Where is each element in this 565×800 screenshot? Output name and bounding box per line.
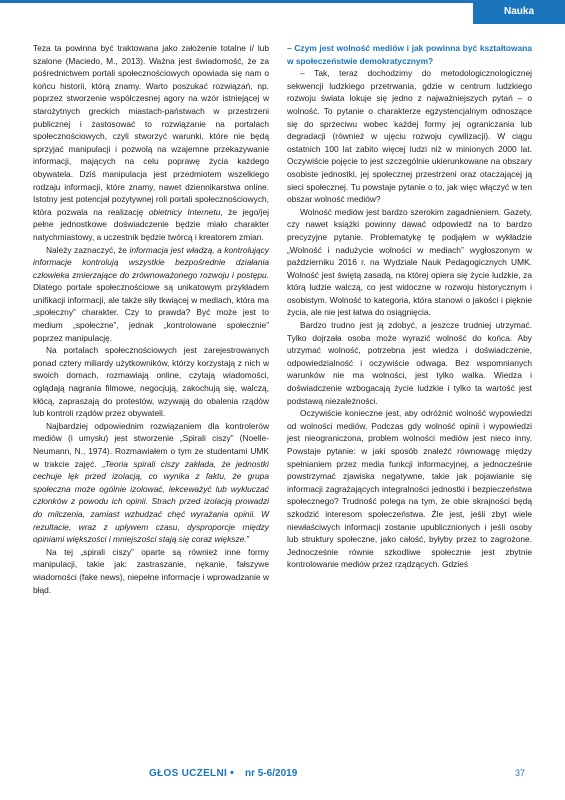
page-footer [0, 768, 565, 782]
paragraph: Oczywiście konieczne jest, aby odróżnić wolność wypowiedzi od wolności mediów. Podczas gdy wolność opinii i wypowiedzi jest nieograniczona, problem wolności mediów jest nieco inny. Powstaje pytanie: w jaki sposób znaleźć równowagę między spełnianiem przez media funkcji informacyjnej, a jednocześnie powstrzymać zjawiska negatywne, takie jak pojawianie się informacji zagrażających integralności jednostki i bezpieczeństwa społecznego? Trudność polega na tym, że obie skrajności będą szkodzić interesom społeczeństwa. Źle jest, jeśli zbyt wiele niewłaściwych informacji zostanie upublicznionych i jeśli osoby lub struktury społeczne, jako całość, byłyby przez to zagrożone. Jednocześnie równie szkodliwe społecznie jest zbytnie kontrolowanie mediów przez rządzących. Gdzieś [287, 408, 532, 570]
paragraph: Wolność mediów jest bardzo szerokim zagadnieniem. Gazety, czy nawet książki powinny dawać odpowiedź na to bardzo precyzyjne pytanie. Problematykę tę podjąłem w wykładzie „Wolność i nadużycie wolności w mediach” wygłoszonym w październiku 2016 r. na Wydziale Nauk Pedagogicznych UMK. Wolność jest świętą zasadą, na której opiera się życie ludzkie, za którą ludzie walczą, co jest widoczne w rozwoju historycznym i osobistym. Wolność to kategoria, która stanowi o jakości i pięknie życia, ale nie jest łatwa do osiągnięcia. [287, 206, 532, 318]
emphasis-text: obietnicy Internetu [148, 206, 221, 217]
right-column [287, 42, 532, 571]
magazine-logo: GŁOS UCZELNI [149, 768, 228, 779]
paragraph [33, 42, 269, 244]
issue-number: nr 5-6/2019 [245, 768, 298, 779]
bullet-separator: • [230, 767, 234, 779]
paragraph [33, 420, 269, 546]
emphasis-text: informacja jest władzą, a kontrolujący informacje kontrolują wszystkie bezpośrednie działania człowieka zmierzające do zrównoważonego rozwoju i postępu. [33, 244, 269, 280]
section-tab: Nauka [473, 0, 565, 24]
header-bar [0, 0, 565, 24]
paragraph-text: , że jego/jej pełne jednostkowe doświadczenie będzie miało charakter natychmiastowy, a uczestnik będzie twórcą i kreatorem zmian. [33, 206, 269, 242]
interview-question: – Czym jest wolność mediów i jak powinna być kształtowana w społeczeństwie demokratycznym? [287, 43, 532, 66]
paragraph: – Tak, teraz dochodzimy do metodologicznologicznej sekwencji ludzkiego przetrwania, gdzie w centrum ludzkiego rozwoju świata lokuje się jedno z najważniejszych pytań – o wolność. To pytanie o charakterze egzystencjalnym odnoszące się do sprzeciwu wobec każdej formy jej ograniczania lub degradacji (również w ujęciu rozwoju cywilizacji). W ciągu ostatnich 100 lat zabito więcej ludzi niż w minionych 2000 lat. Oczywiście pojęcie to jest szczególnie ukierunkowane na obszary osobiste jednostki, jej społecznej przestrzeni oraz otaczającej ją sieci społecznej. Tu powstaje pytanie o to, jak więc włączyć w ten obszar wolność mediów? [287, 68, 532, 205]
left-column [33, 42, 269, 596]
paragraph: Bardzo trudno jest ją zdobyć, a jeszcze trudniej utrzymać. Tylko dojrzała osoba może wyrazić wolność do końca. Aby utrzymać wolność, potrzebna jest wiedza i doświadczenie, odpowiedzialność i oczywiście odwaga. Bez wspomnianych warunków nie ma wolności, jest tylko walka. Wiedza i doświadczenie wzbogacają życie ludzkie i tylko ta wartość jest podstawą niezależności. [287, 320, 532, 406]
paragraph-text: Najbardziej odpowiednim rozwiązaniem dla kontrolerów mediów (i umysłu) jest stworzenie „Spirali ciszy” (Noelle-Neumann, N., 1974). Rozmawiałem o tym ze studentami UMK w trakcie zajęć. „ [33, 420, 269, 469]
paragraph-text: ” [246, 534, 250, 545]
paragraph-text: Teza ta powinna być traktowana jako założenie totalne i/ lub szalone (Maciedo, M., 2013). Ważna jest świadomość, że za pośrednictwem portali społecznościowych opowiada się nam o końcu historii, którą znamy. Warto poszukać rozwiązań, np. poprzez stworzenie współczesnej agory na wzór istniejącej w starożytnych greckich miastach-państwach w przestrzeni publicznej i zastosować to rozwiązanie na portalach społecznościowych, czyli stworzyć warunki, które nie będą sprzyjać manipulacji i pozwolą na wzajemne przekazywanie informacji, mających na celu poprawę życia każdego obywatela. Dziś manipulacja jest przedmiotem wszelkiego rodzaju informacji, które znamy, nawet dziennikarstwa online. Istotny jest potencjał pozytywnej roli portali społecznościowych, która pozwala na realizację [33, 43, 269, 217]
page-number: 37 [515, 768, 526, 778]
quote-text: Teoria spirali ciszy zakłada, że jednostki cechuje lęk przed izolacją, co wynika z faktu, że grupa społeczna może ogólnie izolować, lekceważyć lub wykluczać członków z powodu ich opinii. Strach przed izolacją prowadzi do milczenia, zamiast wzbudzać chęć wyrażania opinii. W rezultacie, wraz z upływem czasu, dysproporcje między opiniami większości i mniejszości stają się coraz większe. [33, 458, 269, 545]
paragraph-text: Dlatego portale społecznościowe są unikatowym przykładem unifikacji informacji, ale także siły tkwiącej w mediach, która ma „społeczny” charakter. Czy to prawda? Być może jest to medium „społeczne”, jednak „kontrolowane społecznie” poprzez manipulację. [33, 282, 269, 343]
paragraph-text: Należy zaznaczyć, że [46, 244, 130, 255]
paragraph: Na tej „spirali ciszy” oparte są również inne formy manipulacji, takie jak: zastraszanie, nękanie, fałszywe wiadomości (fake news), niepełne informacje i wprowadzanie w błąd. [33, 546, 269, 595]
paragraph: Na portalach społecznościowych jest zarejestrowanych ponad cztery miliardy użytkowników, którzy korzystają z nich w swoich domach, rozmawiają online, czytają wiadomości, oglądają nagrania filmowe, negocjują, zakochują się, walczą, kłócą, zapraszają do protestów, wzywają do obalenia rządów lub kontroli rządów przez obywateli. [33, 345, 269, 419]
paragraph [33, 244, 269, 345]
